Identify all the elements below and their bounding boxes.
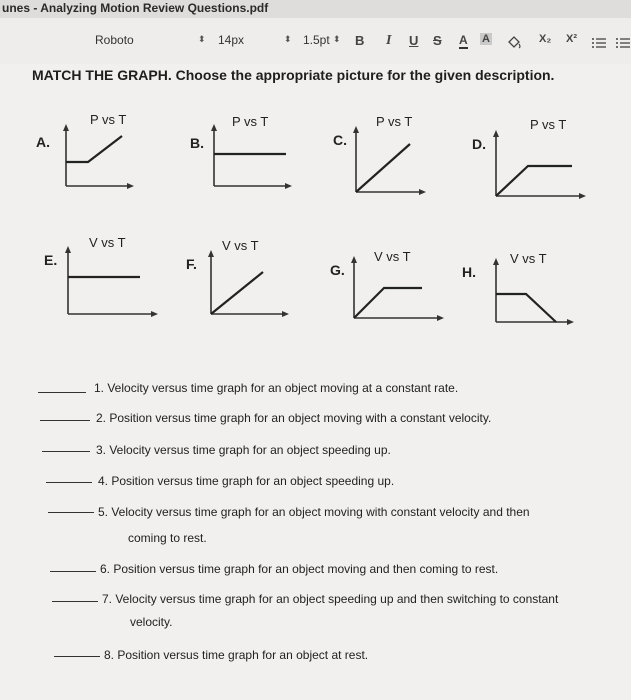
format-toolbar bbox=[0, 18, 631, 64]
question-1: 1. Velocity versus time graph for an object moving at a constant rate. bbox=[94, 381, 459, 395]
graph-g-title: V vs T bbox=[374, 249, 411, 264]
highlight-button[interactable]: A bbox=[482, 33, 490, 45]
paint-bucket-icon[interactable] bbox=[506, 36, 522, 50]
graph-c-title: P vs T bbox=[376, 114, 413, 129]
text-color-button[interactable]: A bbox=[459, 33, 468, 47]
graph-b-letter: B. bbox=[190, 135, 204, 151]
graph-d bbox=[490, 130, 586, 200]
font-family-select[interactable]: Roboto bbox=[95, 33, 134, 47]
bold-button[interactable]: B bbox=[355, 33, 365, 48]
graph-d-title: P vs T bbox=[530, 117, 567, 132]
line-height-dropdown-icon[interactable]: ⬍ bbox=[333, 34, 341, 44]
answer-blank-2[interactable] bbox=[40, 420, 90, 421]
answer-blank-1[interactable] bbox=[38, 392, 86, 393]
graph-f-letter: F. bbox=[186, 256, 197, 272]
question-2: 2. Position versus time graph for an object moving with a constant velocity. bbox=[96, 411, 492, 425]
line-height-select[interactable]: 1.5pt bbox=[303, 33, 330, 47]
graph-h-letter: H. bbox=[462, 264, 476, 280]
graph-a-letter: A. bbox=[36, 134, 50, 150]
question-3: 3. Velocity versus time graph for an object speeding up. bbox=[96, 443, 391, 457]
graph-b-title: P vs T bbox=[232, 114, 269, 129]
underline-button[interactable]: U bbox=[409, 33, 419, 48]
graph-f bbox=[205, 250, 289, 318]
question-7: 7. Velocity versus time graph for an object speeding up and then switching to constant bbox=[102, 592, 559, 606]
question-7-continued: velocity. bbox=[130, 615, 173, 629]
graph-h bbox=[490, 258, 574, 326]
graph-e bbox=[62, 246, 158, 320]
graph-h-title: V vs T bbox=[510, 251, 547, 266]
answer-blank-8[interactable] bbox=[54, 656, 100, 657]
answer-blank-6[interactable] bbox=[50, 571, 96, 572]
question-5: 5. Velocity versus time graph for an object moving with constant velocity and then bbox=[98, 505, 530, 519]
strikethrough-button[interactable]: S bbox=[433, 33, 442, 48]
answer-blank-4[interactable] bbox=[46, 482, 92, 483]
question-5-continued: coming to rest. bbox=[128, 531, 207, 545]
window-title: unes - Analyzing Motion Review Questions.pdf bbox=[2, 1, 269, 15]
graph-d-letter: D. bbox=[472, 136, 486, 152]
superscript-button[interactable]: X² bbox=[566, 33, 577, 45]
graph-a bbox=[60, 124, 134, 190]
page-heading: MATCH THE GRAPH. Choose the appropriate picture for the given description. bbox=[32, 67, 555, 83]
title-bar bbox=[0, 0, 631, 18]
question-6: 6. Position versus time graph for an object moving and then coming to rest. bbox=[100, 562, 499, 576]
graph-b bbox=[208, 124, 292, 190]
question-4: 4. Position versus time graph for an object speeding up. bbox=[98, 474, 395, 488]
bullet-list-icon[interactable] bbox=[616, 37, 630, 49]
graph-g-letter: G. bbox=[330, 262, 345, 278]
graph-a-title: P vs T bbox=[90, 112, 127, 127]
answer-blank-7[interactable] bbox=[52, 601, 98, 602]
graph-f-title: V vs T bbox=[222, 238, 259, 253]
italic-button[interactable]: I bbox=[386, 33, 392, 48]
subscript-button[interactable]: X₂ bbox=[539, 33, 552, 45]
font-family-dropdown-icon[interactable]: ⬍ bbox=[198, 34, 206, 44]
answer-blank-3[interactable] bbox=[42, 451, 90, 452]
font-size-select[interactable]: 14px bbox=[218, 33, 245, 47]
graph-e-title: V vs T bbox=[89, 235, 126, 250]
numbered-list-icon[interactable] bbox=[592, 37, 606, 49]
font-size-dropdown-icon[interactable]: ⬍ bbox=[284, 34, 292, 44]
graph-e-letter: E. bbox=[44, 252, 58, 268]
graph-g bbox=[348, 256, 444, 322]
graph-c bbox=[350, 126, 426, 196]
graph-c-letter: C. bbox=[333, 132, 347, 148]
question-8: 8. Position versus time graph for an object at rest. bbox=[104, 648, 369, 662]
answer-blank-5[interactable] bbox=[48, 512, 94, 513]
